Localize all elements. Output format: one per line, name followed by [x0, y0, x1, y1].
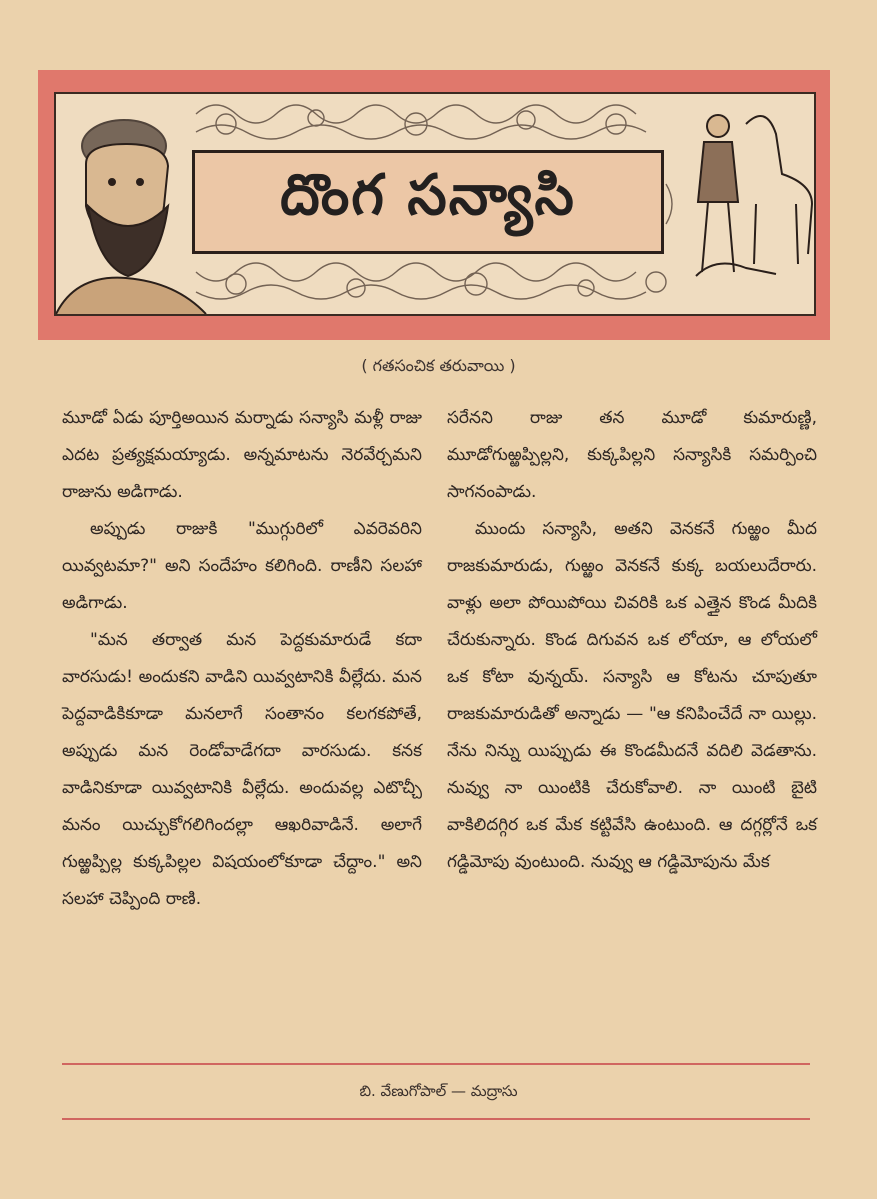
paragraph: అప్పుడు రాజుకి "ముగ్గురిలో ఎవరెవరిని యివ్వటమా?" అని సందేహం కలిగింది. రాణీని సలహా అడిగాడు. [62, 519, 422, 613]
left-column [62, 400, 422, 918]
continued-note: ( గతసంచిక తరువాయి ) [361, 356, 516, 375]
title-box [192, 150, 664, 254]
bearded-man-figure [56, 120, 206, 314]
paragraph: మూడో ఏడు పూర్తిఅయిన మర్నాడు సన్యాసి మళ్లీ రాజు ఎదట ప్రత్యక్షమయ్యాడు. అన్నమాటను నెరవేర్చమని రాజును అడిగాడు. [62, 408, 422, 502]
banner-illustration [54, 92, 816, 316]
story-title: దొంగ సన్యాసి [280, 162, 576, 228]
divider-top [62, 1063, 810, 1065]
title-banner [38, 70, 830, 340]
divider-bottom [62, 1118, 810, 1120]
prince-horse-figure [696, 115, 812, 276]
paragraph: సరేనని రాజు తన మూడో కుమారుణ్ణి, మూడోగుఱ్ఱప్పిల్లని, కుక్కపిల్లని సన్యాసికి సమర్పించి సాగనంపాడు. [447, 408, 817, 502]
paragraph: ముందు సన్యాసి, అతని వెనకనే గుఱ్ఱం మీద రాజకుమారుడు, గుఱ్ఱం వెనకనే కుక్క బయలుదేరారు. వాళ్లు అలా పోయిపోయి చివరికి ఒక ఎత్తైన కొండ మీదికి చేరుకున్నారు. కొండ దిగువన ఒక లోయా, ఆ లోయలో ఒక కోటా వున్నయ్. సన్యాసి ఆ కోటను చూపుతూ రాజకుమారుడితో అన్నాడు — "ఆ కనిపించేదే నా యిల్లు. నేను నిన్ను యిప్పుడు ఈ కొండమీదనే వదిలి వెడతాను. నువ్వు నా యింటికి చేరుకోవాలి. నా యింటి బైటి వాకిలిదగ్గిర ఒక మేక కట్టివేసి ఉంటుంది. ఆ దగ్గర్లోనే ఒక గడ్డిమోపు వుంటుంది. నువ్వు ఆ గడ్డిమోపును మేక [447, 519, 817, 872]
paragraph: "మన తర్వాత మన పెద్దకుమారుడే కదా వారసుడు! అందుకని వాడిని యివ్వటానికి వీల్లేదు. మన పెద్దవాడికికూడా మనలాగే సంతానం కలగకపోతే, అప్పుడు మన రెండోవాడేగదా వారసుడు. కనక వాడినికూడా యివ్వటానికి వీల్లేదు. అందువల్ల ఎటొచ్చీ మనం యిచ్చుకోగలిగిందల్లా ఆఖరివాడినే. అలాగే గుఱ్ఱప్పిల్ల కుక్కపిల్లల విషయంలోకూడా చేద్దాం." అని సలహా చెప్పింది రాణి. [62, 630, 422, 909]
author-credit: బి. వేణుగోపాల్ — మద్రాసు [359, 1082, 518, 1100]
right-column [447, 400, 817, 881]
